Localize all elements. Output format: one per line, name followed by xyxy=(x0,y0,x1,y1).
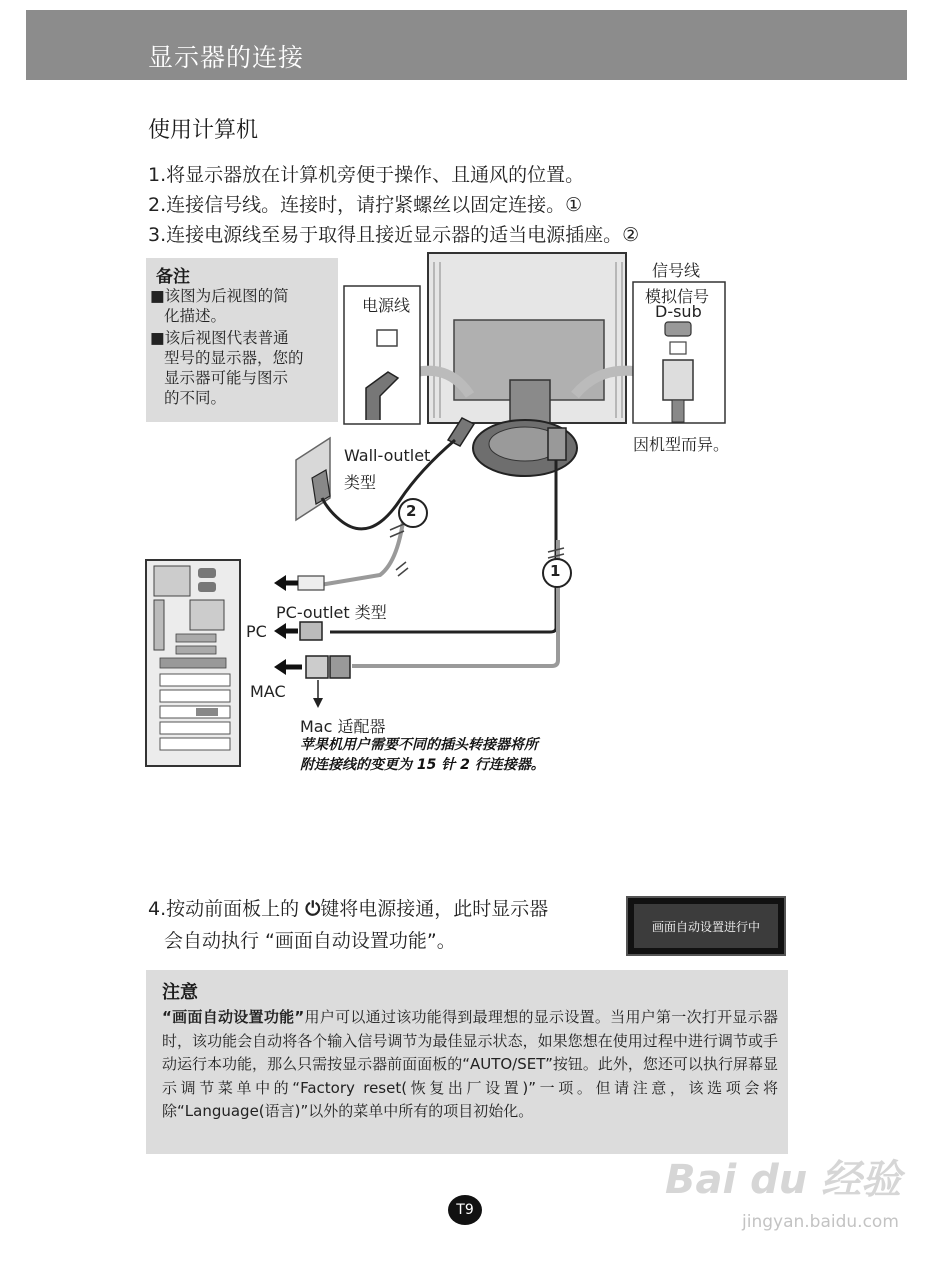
note-line-5: 显示器可能与图示 xyxy=(164,369,289,387)
notice-box xyxy=(146,970,788,1154)
page-title: 显示器的连接 xyxy=(148,43,305,72)
step-4 xyxy=(148,893,548,957)
note-line-4: 型号的显示器，您的 xyxy=(164,349,304,367)
notice-body xyxy=(162,1006,778,1124)
note-title: 备注 xyxy=(156,267,190,287)
power-icon: ⏻ xyxy=(305,898,321,920)
step-4-line-2: 会自动执行 “画面自动设置功能”。 xyxy=(164,930,456,952)
notice-lead: “画面自动设置功能” xyxy=(162,1008,305,1026)
marker-2-label: 2 xyxy=(406,502,417,520)
page-number: T9 xyxy=(448,1195,482,1225)
note-line-6: 的不同。 xyxy=(164,389,227,407)
screen-message: 画面自动设置进行中 xyxy=(634,904,778,948)
pc-label: PC xyxy=(246,622,267,641)
section-title: 使用计算机 xyxy=(148,118,259,143)
mac-warning-line-2: 附连接线的变更为 15 针 2 行连接器。 xyxy=(300,757,545,773)
mac-warning xyxy=(300,735,545,775)
notice-title: 注意 xyxy=(162,982,198,1003)
watermark-logo: Bai du 经验 xyxy=(665,1157,902,1203)
notice-text: 用户可以通过该功能得到最理想的显示设置。当用户第一次打开显示器时，该功能会自动将各个输入信号调节为最佳显示状态，如果您想在使用过程中进行调节或手动运行本功能，那么只需按显示器前面面板的“AUTO/SET”按钮。此外，您还可以执行屏幕显示调节菜单中的“Factory reset(恢复出厂设置)”一项。但请注意，该选项会将除“Language(语言)”以外的菜单中所有的项目初始化。 xyxy=(162,1008,778,1120)
mac-warning-line-1: 苹果机用户需要不同的插头转接器将所 xyxy=(300,737,538,753)
step-1: 1.将显示器放在计算机旁便于操作、且通风的位置。 xyxy=(148,164,585,186)
step-4-suffix: 键将电源接通，此时显示器 xyxy=(320,898,549,920)
pc-outlet-label: PC-outlet 类型 xyxy=(276,603,387,622)
pc-tower xyxy=(146,560,240,766)
step-4-prefix: 4.按动前面板上的 xyxy=(148,898,300,920)
note-line-3: ■该后视图代表普通 xyxy=(150,329,289,347)
watermark-url: jingyan.baidu.com xyxy=(742,1212,899,1232)
wall-outlet xyxy=(296,438,330,520)
mac-label: MAC xyxy=(250,682,286,701)
signal-cable-label: 信号线 xyxy=(652,261,701,280)
varies-by-model-label: 因机型而异。 xyxy=(633,435,730,454)
note-line-2: 化描述。 xyxy=(164,307,227,325)
mac-adapter-label: Mac 适配器 xyxy=(300,717,386,736)
step-2: 2.连接信号线。连接时，请拧紧螺丝以固定连接。① xyxy=(148,194,583,216)
analog-signal-label: 模拟信号 xyxy=(645,287,710,306)
note-line-1: ■该图为后视图的简 xyxy=(150,287,289,305)
screen-message-illustration xyxy=(626,896,786,956)
marker-1-label: 1 xyxy=(550,562,561,580)
monitor-rear-illustration xyxy=(416,253,640,476)
wall-outlet-label: Wall-outlet xyxy=(344,446,431,465)
dsub-label: D-sub xyxy=(655,302,702,321)
step-3: 3.连接电源线至易于取得且接近显示器的适当电源插座。② xyxy=(148,224,640,246)
wall-outlet-type-label: 类型 xyxy=(344,473,377,492)
power-cord-label: 电源线 xyxy=(362,296,411,315)
step-4-line-1 xyxy=(148,893,548,925)
